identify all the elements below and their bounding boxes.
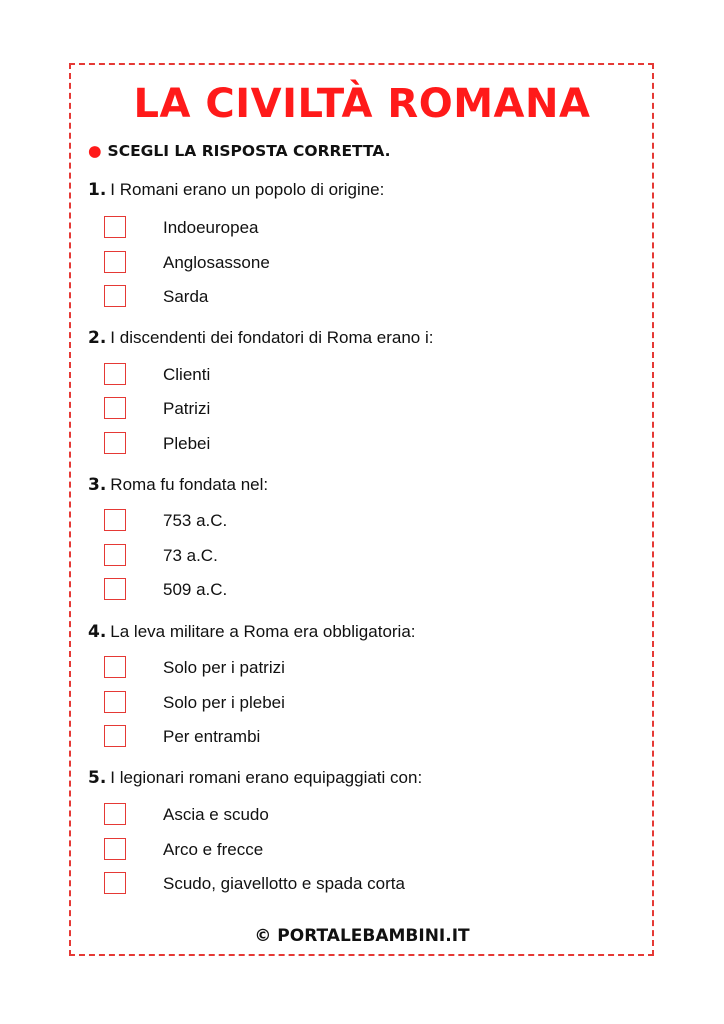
question-number: 1. (88, 180, 107, 200)
option-label: Plebei (163, 434, 211, 453)
question-text: Roma fu fondata nel: (110, 475, 269, 494)
instruction-text: SCEGLI LA RISPOSTA CORRETTA. (107, 142, 391, 160)
option-label: 73 a.C. (163, 546, 218, 565)
checkbox[interactable] (104, 544, 126, 566)
question-text: La leva militare a Roma era obbligatoria: (110, 622, 416, 641)
checkbox[interactable] (104, 872, 126, 894)
option-4c[interactable] (104, 725, 504, 749)
checkbox[interactable] (104, 509, 126, 531)
question-5 (88, 767, 422, 789)
option-1b[interactable] (104, 251, 504, 275)
option-3b[interactable] (104, 544, 504, 568)
checkbox[interactable] (104, 691, 126, 713)
option-label: 753 a.C. (163, 511, 228, 530)
option-label: Sarda (163, 287, 209, 306)
option-5a[interactable] (104, 803, 504, 827)
option-label: Anglosassone (163, 253, 270, 272)
page-title: LA CIVILTÀ ROMANA (133, 81, 591, 127)
checkbox[interactable] (104, 838, 126, 860)
option-2a[interactable] (104, 363, 504, 387)
question-text: I Romani erano un popolo di origine: (110, 180, 385, 199)
option-label: Clienti (163, 365, 211, 384)
checkbox[interactable] (104, 578, 126, 600)
checkbox[interactable] (104, 251, 126, 273)
question-1 (88, 179, 384, 201)
question-number: 4. (88, 622, 107, 642)
option-1a[interactable] (104, 216, 504, 240)
option-label: 509 a.C. (163, 580, 228, 599)
checkbox[interactable] (104, 363, 126, 385)
option-3c[interactable] (104, 578, 504, 602)
option-label: Solo per i patrizi (163, 658, 285, 677)
option-label: Patrizi (163, 399, 211, 418)
option-2b[interactable] (104, 397, 504, 421)
option-label: Arco e frecce (163, 840, 264, 859)
option-label: Scudo, giavellotto e spada corta (163, 874, 405, 893)
question-text: I legionari romani erano equipaggiati con: (110, 768, 423, 787)
option-label: Ascia e scudo (163, 805, 269, 824)
instruction (88, 141, 391, 161)
option-1c[interactable] (104, 285, 504, 309)
option-5c[interactable] (104, 872, 504, 896)
checkbox[interactable] (104, 397, 126, 419)
copyright-footer: © PORTALEBAMBINI.IT (254, 926, 470, 946)
checkbox[interactable] (104, 432, 126, 454)
checkbox[interactable] (104, 285, 126, 307)
option-label: Indoeuropea (163, 218, 259, 237)
option-label: Solo per i plebei (163, 693, 285, 712)
question-3 (88, 474, 268, 496)
checkbox[interactable] (104, 803, 126, 825)
question-number: 5. (88, 768, 107, 788)
question-number: 3. (88, 475, 107, 495)
option-label: Per entrambi (163, 727, 261, 746)
question-4 (88, 621, 416, 643)
question-2 (88, 327, 434, 349)
option-4a[interactable] (104, 656, 504, 680)
checkbox[interactable] (104, 725, 126, 747)
option-2c[interactable] (104, 432, 504, 456)
question-text: I discendenti dei fondatori di Roma erano i: (110, 328, 434, 347)
option-3a[interactable] (104, 509, 504, 533)
checkbox[interactable] (104, 656, 126, 678)
option-5b[interactable] (104, 838, 504, 862)
checkbox[interactable] (104, 216, 126, 238)
bullet-icon: ● (88, 142, 102, 160)
question-number: 2. (88, 328, 107, 348)
option-4b[interactable] (104, 691, 504, 715)
